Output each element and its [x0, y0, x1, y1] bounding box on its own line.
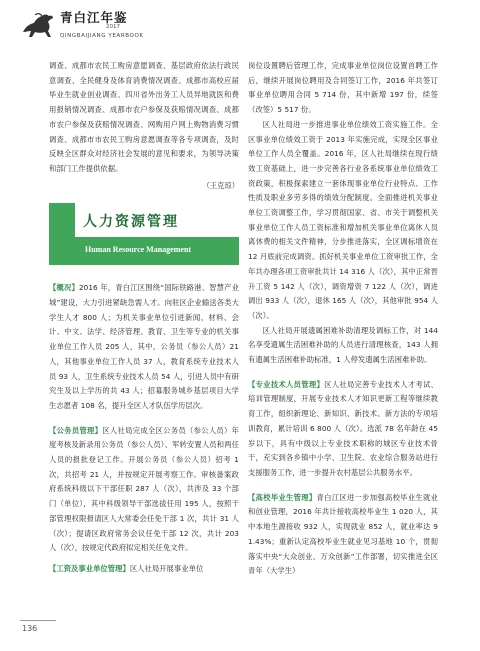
section-banner [49, 203, 239, 265]
yearbook-header [20, 4, 220, 50]
section-title-en: Human Resource Management [85, 245, 192, 255]
paragraph-overview [49, 281, 239, 413]
wage-management-tag: 【工资及事业单位管理】 [49, 563, 130, 573]
yearbook-title-en: QINGBAIJIANG YEARBOOK [60, 33, 144, 39]
paragraph-post-setting: 岗位设置聘后管理工作，完成事业单位岗位设置首聘工作后，继续开展岗位聘用及合同签订工作，2016 年共签订事业单位聘用合同 5 714 份，其中新增 197 份，续签（改签）5 517 份。 [248, 61, 438, 115]
yearbook-year: 2017 [106, 24, 120, 30]
paragraph-civil-servant [49, 424, 239, 556]
overview-tag: 【概况】 [49, 283, 79, 293]
civil-servant-text: 区人社局完成全区公务员（参公人员）年度考核及新录用公务员（参公人员）、军转安置人员和两任人员的报批登记工作。开展公务员（参公人员）招考 1 次，共招考 21 人，并按规定开展考察工作。审核备案政府系统科级以下干部任职 287 人（次），共涉及 33 个部门（单位），其中科级领导干部选拔任用 195 人，按照干部管理权限报请区人大常委会任免干部 1 次，共计 31 人（次）；提请区政府常务会议任免干部 12 次，共计 203 人（次），按规定代政府拟定相关任免文件。 [49, 425, 239, 553]
yearbook-title: 青白江年鉴 [60, 10, 128, 25]
graduates-text: 青白江区进一步加强高校毕业生就业和创业管理，2016 年共计接收高校毕业生 1 020 人，其中本地生源接收 932 人，实现就业 852 人，就业率达 91.43%；重新认定高校毕业生就业见习基地 10 个，贯彻落实中央“大众创业、万众创新”工作部署，切实推进全区青年（大学生） [248, 492, 438, 576]
paragraph-graduates [248, 491, 438, 579]
page-number: 136 [22, 624, 38, 633]
author-signature: （王克琼） [202, 180, 239, 190]
overview-text: 2016 年，青白江区围绕“国际铁路港、智慧产业城”建设，大力引进紧缺急需人才。向驻区企业输送各类大学生人才 800 人；为机关事业单位引进新闻、材料、会计、中文、法学、经济管理、教育、卫生等专业的机关事业单位工作人员 205 人，其中，公务员（参公人员）21 人，其他事业单位工作人员 37 人，教育系统专业技术人员 93 人，卫生系统专业技术人员 54 人，引进人员中有研究生及以上学历的共 43 人；招募服务城乡基层项目大学生志愿者 108 名，提升全区人才队伍学历层次。 [49, 283, 239, 410]
section-title: 人力资源管理 [83, 214, 179, 231]
left-column [49, 59, 239, 577]
footer-rule [20, 620, 56, 621]
technical-staff-tag: 【专业技术人员管理】 [248, 379, 325, 389]
civil-servant-tag: 【公务员管理】 [49, 425, 103, 435]
banner-bar-vertical [49, 203, 75, 265]
right-column [248, 59, 438, 579]
paragraph-survey-list: 调查、成都市农民工购房意愿调查、基层政府依法行政民意调查、全民健身及体育消费情况调查、成都市高校应届毕业生就业创业调查、四川省外出务工人员异地就医和费用报销情况调查、成都市农户参保及获赔情况调查、成都市农户参保及获赔情况调查、网购用户网上购物消费习惯调查、成都市市农民工购房意愿调查等各专项调查，及时反映全区群众对经济社会发展的意见和要求，为领导决策和部门工作提供依据。 [49, 61, 239, 173]
paragraph-technical-staff [248, 378, 438, 481]
technical-staff-text: 区人社局完善专业技术人才考试、培训管理制度，开展专业技术人才知识更新工程等继续教育工作，组织新理论、新知识、新技术、新方法的专项培训教育，累计培训 6 800 人（次）。选派 78 名年龄在 45 岁以下，具有中级以上专业技术职称的城区专业技术骨干，充实到各乡镇中小学、卫生院、农业综合服务站进行支援服务工作，进一步提升农村基层公共服务水平。 [248, 379, 439, 477]
paragraph-performance-pay: 区人社局进一步推进事业单位绩效工资实施工作。全区事业单位绩效工资于 2013 年实施完成，实现全区事业单位工作人员全覆盖。2016 年，区人社局继续在现行绩效工资基础上，进一步完善各行业各系统事业单位绩效工资政策，积极探索建立一套体现事业单位行业特点、工作性质及职业多劳多得的绩效分配制度。全面推进机关事业单位工资调整工作，学习贯彻国家、省、市关于调整机关事业单位工作人员工资标准和增加机关事业单位离休人员离休费的相关文件精神，分步推进落实，全区调标增资在 12 月底前完成调资。抓好机关事业单位工资审批工作，全年共办理各项工资审批共计 14 316 人（次），其中正常晋升工资 5 142 人（次），调资增资 7 122 人（次），调进调出 933 人（次），退休 165 人（次），其他审批 954 人（次）。 [248, 119, 438, 320]
paragraph-survivor-subsidy: 区人社局开展遗属困难补助清理及调标工作，对 144 名享受遗属生活困难补助的人员进行清理核查，143 人拥有遗属生活困难补助标准，1 人停发遗属生活困难补助。 [248, 325, 438, 365]
paragraph-wage-management [49, 562, 239, 577]
graduates-tag: 【高校毕业生管理】 [248, 492, 317, 502]
horse-logo-icon [20, 10, 60, 40]
wage-management-text: 区人社局开展事业单位 [129, 563, 204, 573]
